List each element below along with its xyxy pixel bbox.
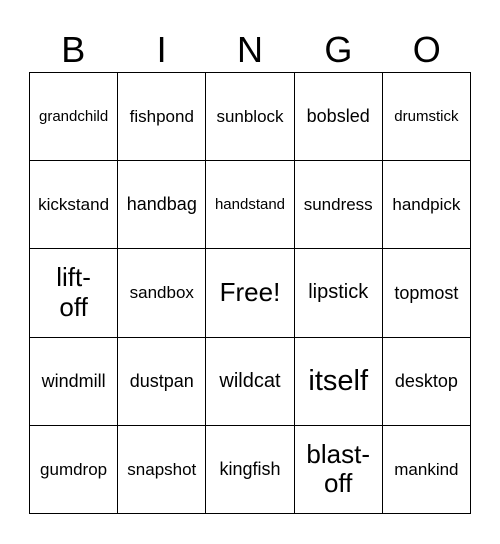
header-letter-o: O	[412, 29, 441, 70]
bingo-cell: topmost	[383, 249, 471, 337]
bingo-cell: snapshot	[118, 426, 206, 514]
bingo-cell: desktop	[383, 338, 471, 426]
bingo-header	[29, 28, 471, 72]
header-letter-b: B	[61, 29, 86, 70]
header-letter-g: G	[324, 29, 353, 70]
bingo-cell: wildcat	[206, 338, 294, 426]
bingo-cell: fishpond	[118, 73, 206, 161]
bingo-cell: windmill	[30, 338, 118, 426]
bingo-cell: kickstand	[30, 161, 118, 249]
bingo-cell: grandchild	[30, 73, 118, 161]
bingo-board	[29, 72, 471, 514]
bingo-cell: sandbox	[118, 249, 206, 337]
bingo-cell-free: Free!	[206, 249, 294, 337]
header-letter-n: N	[236, 29, 263, 70]
bingo-cell: sundress	[295, 161, 383, 249]
bingo-cell: sunblock	[206, 73, 294, 161]
bingo-cell: drumstick	[383, 73, 471, 161]
bingo-cell: handpick	[383, 161, 471, 249]
bingo-cell: bobsled	[295, 73, 383, 161]
bingo-cell: kingfish	[206, 426, 294, 514]
bingo-cell: itself	[295, 338, 383, 426]
bingo-cell: lipstick	[295, 249, 383, 337]
bingo-cell: lift-off	[30, 249, 118, 337]
header-letter-i: I	[156, 29, 167, 70]
bingo-cell: handbag	[118, 161, 206, 249]
bingo-cell: dustpan	[118, 338, 206, 426]
bingo-cell: handstand	[206, 161, 294, 249]
bingo-cell: mankind	[383, 426, 471, 514]
bingo-cell: blast-off	[295, 426, 383, 514]
bingo-cell: gumdrop	[30, 426, 118, 514]
